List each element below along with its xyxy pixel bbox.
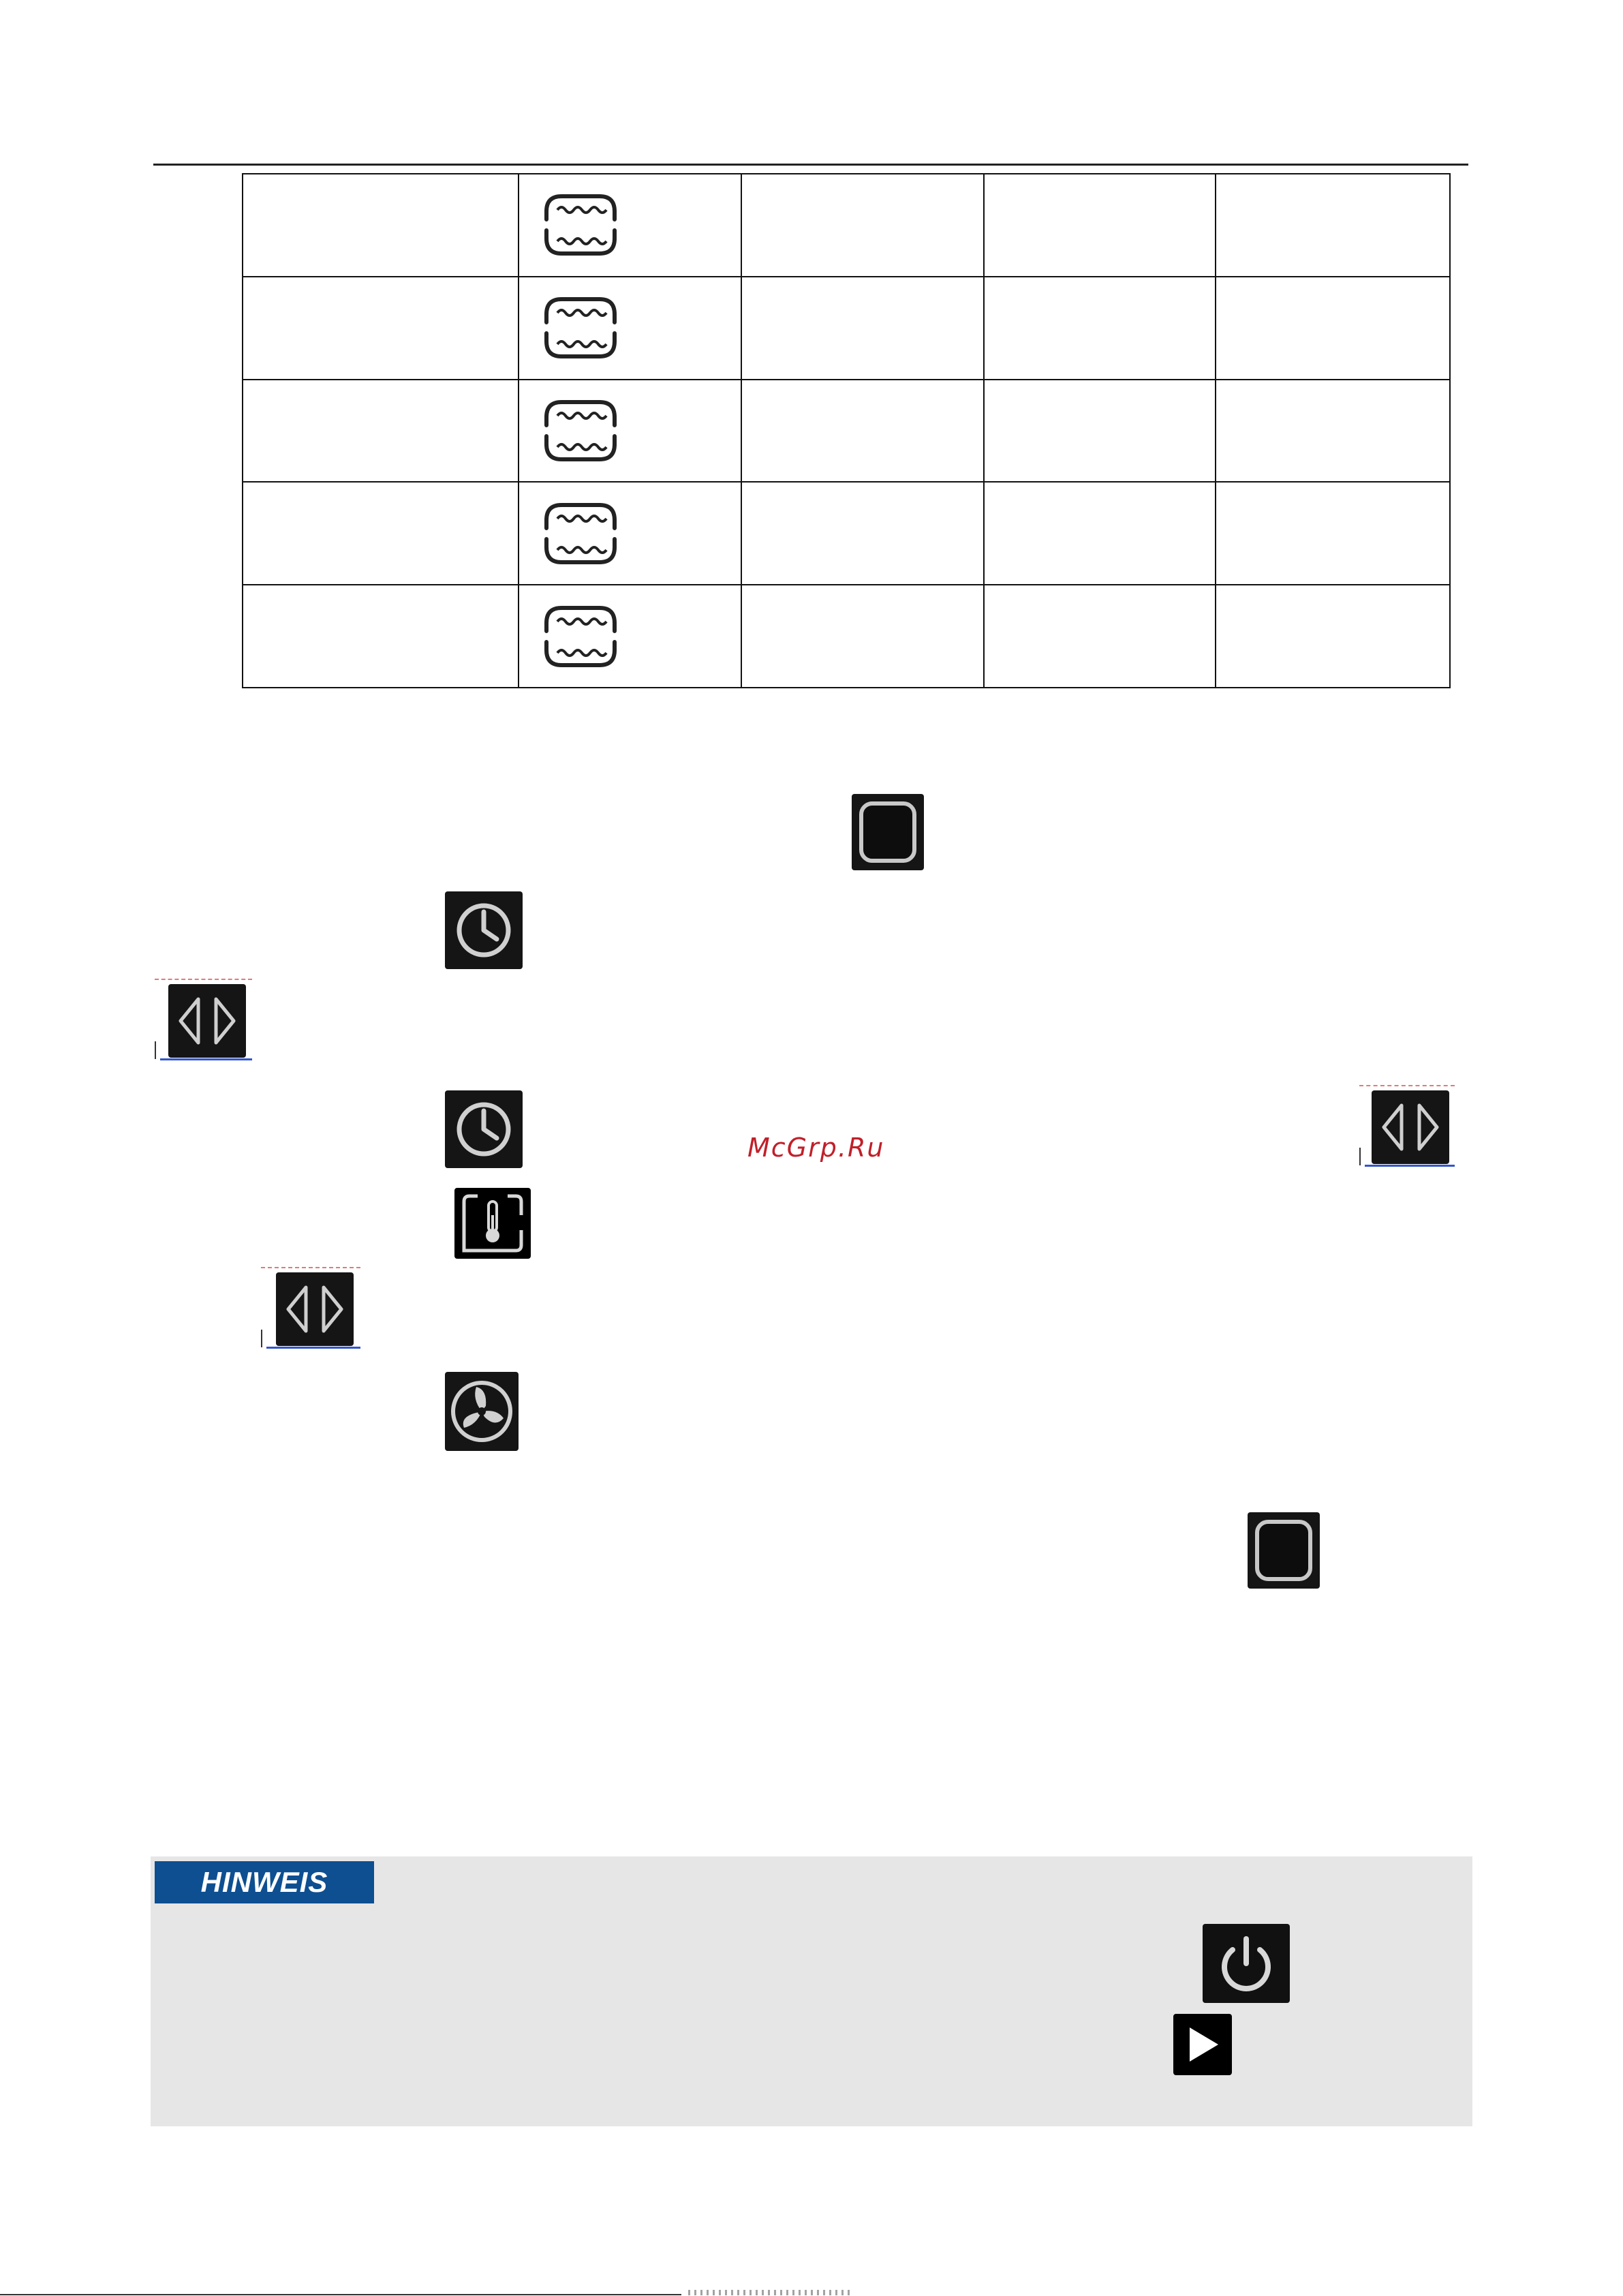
power-button[interactable] <box>1203 1924 1290 2003</box>
table-cell <box>984 585 1216 688</box>
note-label: HINWEIS <box>155 1861 374 1903</box>
footer-marks <box>688 2290 852 2295</box>
fan-button[interactable] <box>445 1372 519 1451</box>
table-row <box>243 482 1450 585</box>
play-button[interactable] <box>1173 2014 1232 2075</box>
arrows-button-3[interactable] <box>261 1267 360 1349</box>
table-cell <box>519 277 741 380</box>
play-icon <box>1173 2014 1232 2075</box>
start-stop-button[interactable] <box>852 794 924 870</box>
arrows-button-1[interactable] <box>155 979 252 1060</box>
table-cell <box>1216 174 1450 277</box>
header-rule <box>153 164 1468 166</box>
table-cell <box>243 482 519 585</box>
top-bottom-heat-icon <box>536 391 625 470</box>
table-row <box>243 585 1450 688</box>
fan-icon <box>445 1372 519 1451</box>
start-stop-button-2[interactable] <box>1248 1512 1320 1589</box>
dashed-marker <box>155 979 252 980</box>
left-right-arrows-icon <box>1372 1090 1449 1164</box>
timer-button[interactable] <box>445 891 523 969</box>
table-cell <box>741 380 984 483</box>
square-button-icon <box>852 794 924 870</box>
square-button-icon <box>1248 1512 1320 1589</box>
table-cell <box>1216 482 1450 585</box>
top-bottom-heat-icon <box>536 597 625 676</box>
table-cell <box>519 482 741 585</box>
power-icon <box>1203 1924 1290 2003</box>
table-cell <box>984 174 1216 277</box>
top-bottom-heat-icon <box>536 494 625 573</box>
table-cell <box>741 277 984 380</box>
dashed-marker <box>261 1267 360 1268</box>
dashed-marker <box>1359 1085 1455 1086</box>
table-cell <box>984 380 1216 483</box>
table-cell <box>243 380 519 483</box>
top-bottom-heat-icon <box>536 288 625 367</box>
table-cell <box>1216 585 1450 688</box>
thermometer-icon <box>454 1188 531 1259</box>
clock-icon <box>445 1090 523 1168</box>
arrows-button-2[interactable] <box>1359 1085 1455 1167</box>
table-cell <box>984 277 1216 380</box>
table-cell <box>519 585 741 688</box>
table-cell <box>1216 380 1450 483</box>
top-bottom-heat-icon <box>536 185 625 264</box>
table-row <box>243 277 1450 380</box>
table-row <box>243 380 1450 483</box>
program-table <box>242 173 1451 688</box>
table-cell <box>741 174 984 277</box>
table-cell <box>1216 277 1450 380</box>
table-cell <box>741 585 984 688</box>
table-cell <box>243 585 519 688</box>
left-right-arrows-icon <box>168 984 246 1058</box>
table-cell <box>519 174 741 277</box>
clock-icon <box>445 891 523 969</box>
table-cell <box>984 482 1216 585</box>
table-cell <box>741 482 984 585</box>
timer-button-2[interactable] <box>445 1090 523 1168</box>
left-right-arrows-icon <box>276 1272 354 1346</box>
table-cell <box>243 174 519 277</box>
footer-rule <box>0 2294 681 2295</box>
temperature-button[interactable] <box>454 1188 531 1259</box>
watermark: McGrp.Ru <box>747 1133 885 1163</box>
table-cell <box>519 380 741 483</box>
table-cell <box>243 277 519 380</box>
table-row <box>243 174 1450 277</box>
